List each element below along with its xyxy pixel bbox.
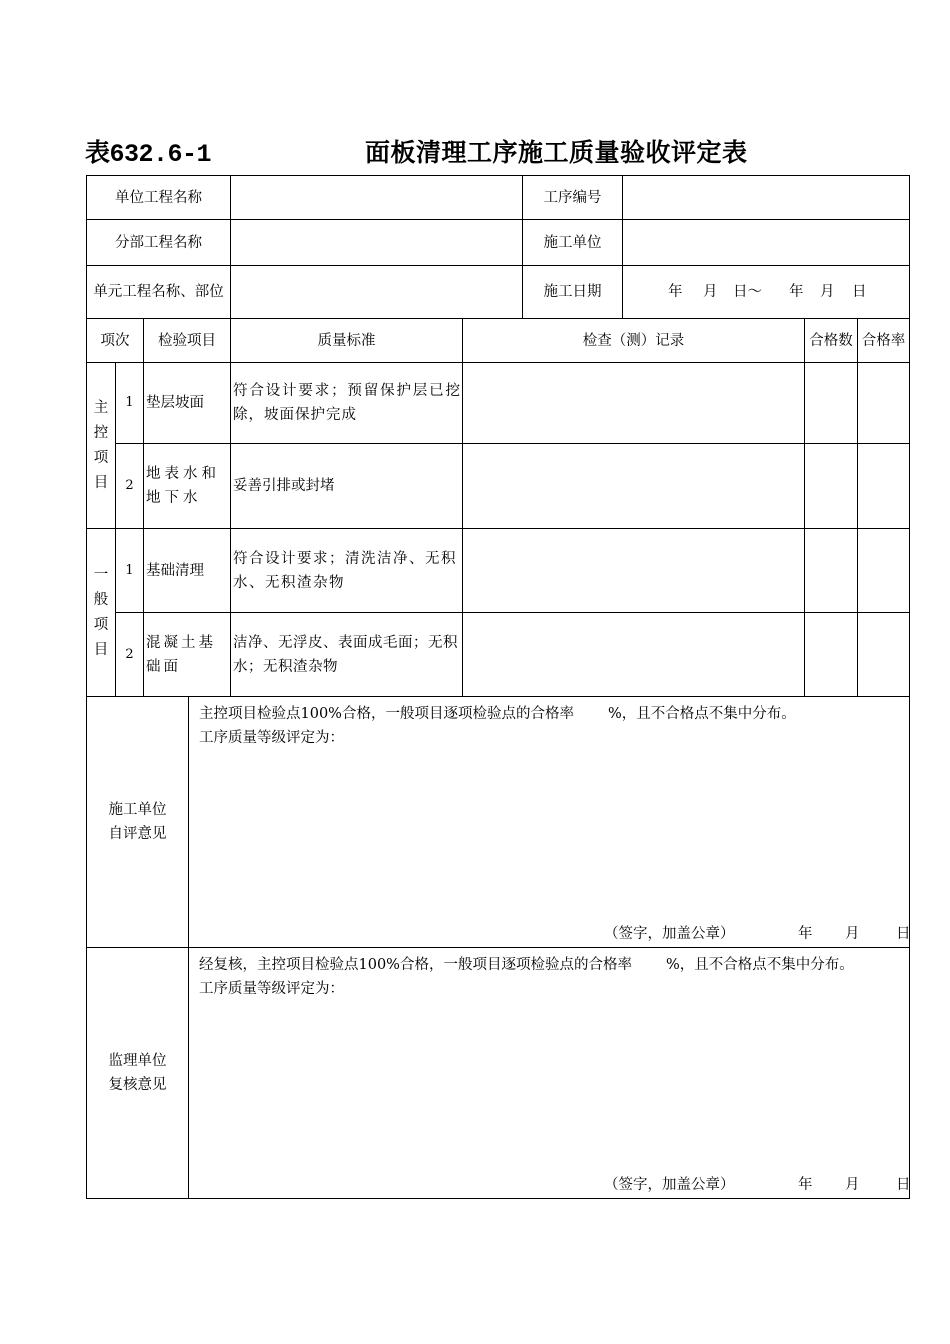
general-cat-char: 项 [93,616,109,633]
supervision-review-signature-line [189,1173,909,1197]
table-number: 表632.6-1 [85,140,212,169]
main-row-1-record[interactable] [462,362,805,444]
main-row-2-no: 2 [115,443,144,529]
col-pass-rate: 合格率 [857,318,910,363]
supervision-review-label-line1: 监理单位 [108,1053,167,1069]
main-cat-char: 项 [93,449,109,466]
self-evaluation-label-line2: 自评意见 [108,826,167,842]
general-row-2-item [143,612,231,697]
unit-project-label: 单位工程名称 [86,175,231,220]
self-evaluation-body[interactable] [188,696,910,948]
main-items-category [86,362,116,529]
general-row-2-record[interactable] [462,612,805,697]
self-evaluation-label [86,696,189,948]
supervision-review-month: 月 [845,1177,860,1193]
main-row-2-item [143,443,231,529]
supervision-review-year: 年 [798,1177,813,1193]
main-row-1-pass-rate[interactable] [857,362,910,444]
supervision-review-day: 日 [896,1177,911,1193]
self-evaluation-signature: （签字，加盖公章） [604,926,735,942]
main-row-1-pass-count[interactable] [804,362,858,444]
general-cat-char: 般 [93,591,109,608]
general-row-2-no: 2 [115,612,144,697]
main-row-2-item-text: 地表水和地下水 [146,466,220,506]
main-cat-char: 目 [93,474,109,491]
main-row-2-pass-count[interactable] [804,443,858,529]
date-year: 年 [668,284,683,300]
general-row-2-standard [230,612,463,697]
self-evaluation-month: 月 [845,926,860,942]
general-cat-char: 目 [93,641,109,658]
sub-project-label: 分部工程名称 [86,219,231,266]
element-project-field[interactable] [230,265,523,319]
supervision-review-body[interactable] [188,947,910,1199]
main-row-2-standard: 妥善引排或封堵 [230,443,463,529]
self-evaluation-signature-line [189,922,909,946]
col-pass-count: 合格数 [804,318,858,363]
construction-date-label: 施工日期 [522,265,623,319]
process-no-field[interactable] [622,175,910,220]
unit-project-field[interactable] [230,175,523,220]
general-row-2-pass-count[interactable] [804,612,858,697]
self-evaluation-text-part1: 主控项目检验点100%合格，一般项目逐项检验点的合格率 [199,706,574,722]
date-month: 月 [703,284,718,300]
general-row-1-pass-count[interactable] [804,528,858,613]
construction-unit-label: 施工单位 [522,219,623,266]
page-title: 面板清理工序施工质量验收评定表 [365,138,748,167]
title-row [85,133,910,167]
main-row-2-record[interactable] [462,443,805,529]
col-item-no: 项次 [86,318,144,363]
general-row-1-no: 1 [115,528,144,613]
main-row-1-standard [230,362,463,444]
col-inspection-item: 检验项目 [143,318,231,363]
general-row-1-item: 基础清理 [143,528,231,613]
main-row-2-pass-rate[interactable] [857,443,910,529]
self-evaluation-year: 年 [798,926,813,942]
col-inspection-record: 检查（测）记录 [462,318,805,363]
general-row-1-standard-text: 符合设计要求；清洗洁净、无积水、无积渣杂物 [233,550,457,591]
general-row-2-item-text: 混凝土基础面 [146,634,216,675]
date-year-2: 年 [789,284,804,300]
general-items-category [86,528,116,697]
self-evaluation-day: 日 [896,926,911,942]
date-month-2: 月 [820,284,835,300]
main-row-1-item: 垫层坡面 [143,362,231,444]
general-row-1-record[interactable] [462,528,805,613]
general-row-1-standard [230,528,463,613]
supervision-review-text-part1: 经复核，主控项目检验点100%合格，一般项目逐项检验点的合格率 [199,957,632,973]
main-row-1-no: 1 [115,362,144,444]
construction-unit-field[interactable] [622,219,910,266]
self-evaluation-text-part2: %，且不合格点不集中分布。 [607,706,796,722]
self-evaluation-label-line1: 施工单位 [108,802,167,818]
supervision-review-label [86,947,189,1199]
col-quality-standard: 质量标准 [230,318,463,363]
supervision-review-grade: 工序质量等级评定为： [199,981,344,997]
date-day-2: 日 [852,284,867,300]
main-cat-char: 主 [93,399,109,416]
process-no-label: 工序编号 [522,175,623,220]
supervision-review-text [199,953,909,977]
element-project-label-text: 单元工程名称、部位 [93,284,224,300]
general-row-2-pass-rate[interactable] [857,612,910,697]
date-day-to: 日～ [733,284,762,300]
general-cat-char: 一 [93,566,109,583]
main-row-1-standard-text: 符合设计要求；预留保护层已挖除，坡面保护完成 [233,383,461,423]
general-row-1-pass-rate[interactable] [857,528,910,613]
sub-project-field[interactable] [230,219,523,266]
self-evaluation-grade: 工序质量等级评定为： [199,730,344,746]
element-project-label [86,265,231,319]
supervision-review-text-part2: %，且不合格点不集中分布。 [665,957,854,973]
supervision-review-signature: （签字，加盖公章） [604,1177,735,1193]
self-evaluation-text [199,702,909,726]
general-row-2-standard-text: 洁净、无浮皮、表面成毛面；无积水；无积渣杂物 [233,634,458,675]
supervision-review-label-line2: 复核意见 [108,1077,167,1093]
construction-date-field[interactable] [622,265,910,319]
main-cat-char: 控 [93,424,109,441]
